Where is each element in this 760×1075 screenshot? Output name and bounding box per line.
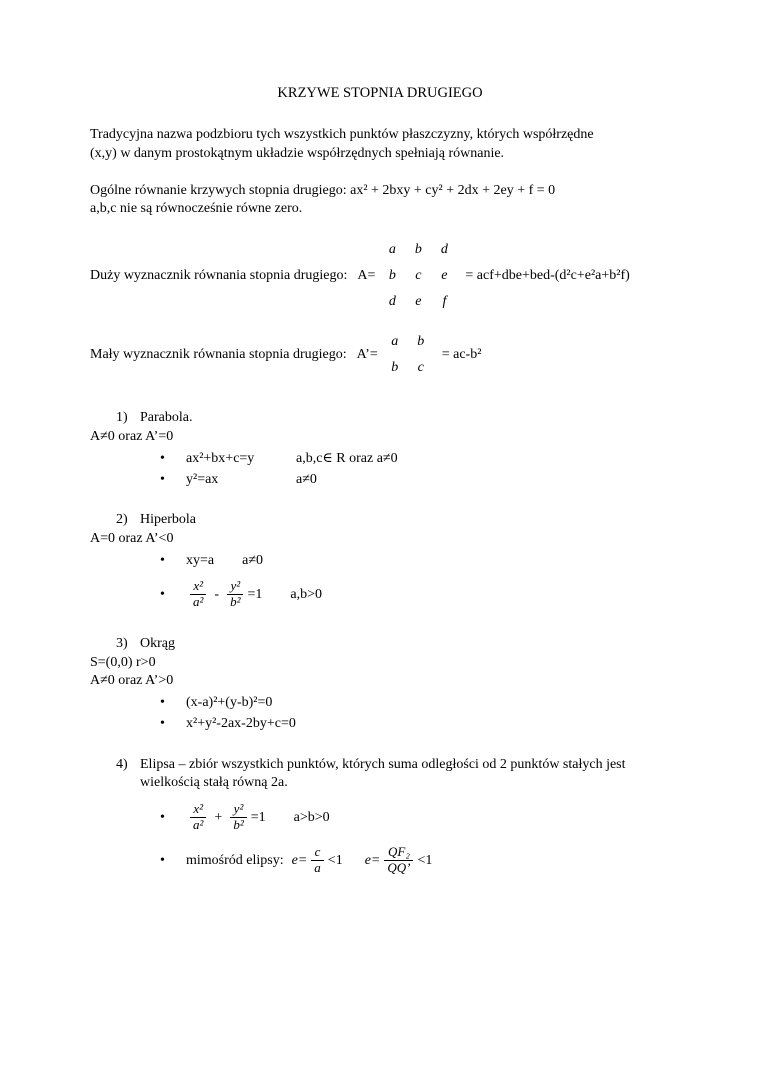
matrix-cell: a <box>388 242 396 257</box>
equation-note: a≠0 <box>242 552 264 568</box>
fraction <box>227 579 243 610</box>
big-determinant-block <box>90 237 670 315</box>
matrix-row <box>379 263 457 289</box>
eccentricity-e1: e= <box>291 852 308 868</box>
big-determinant-label: Duży wyznacznik równania stopnia drugiego: <box>90 268 348 283</box>
item-name: Okrąg <box>140 635 175 651</box>
matrix-cell: b <box>414 242 422 257</box>
list-item-elipsa <box>90 756 670 879</box>
item-heading <box>116 511 670 530</box>
matrix-row <box>379 289 457 315</box>
fraction-denominator: a² <box>190 817 206 833</box>
bullet-item <box>160 799 670 836</box>
small-determinant-label: Mały wyznacznik równania stopnia drugiego: <box>90 347 347 362</box>
equation: (x-a)²+(y-b)²=0 <box>186 695 273 711</box>
intro-line-1: Tradycyjna nazwa podzbioru tych wszystkich punktów płaszczyzny, których współrzędne <box>90 127 594 142</box>
fraction <box>384 845 413 876</box>
list-item-okrag <box>90 635 670 734</box>
fraction-numerator: y² <box>233 801 244 817</box>
item-name-line-2: wielkością stałą równą 2a. <box>140 775 288 791</box>
page-title: KRZYWE STOPNIA DRUGIEGO <box>277 85 483 101</box>
intro-paragraph <box>90 126 670 164</box>
general-equation-line-2: a,b,c nie są równocześnie równe zero. <box>90 201 303 217</box>
item-number: 1) <box>116 410 128 425</box>
fraction <box>311 845 324 876</box>
fraction-denominator: a² <box>190 594 206 610</box>
matrix-row <box>382 355 434 381</box>
general-equation-line-1: Ogólne równanie krzywych stopnia drugiego: ax² + 2bxy + cy² + 2dx + 2ey + f = 0 <box>90 182 556 198</box>
inequality: <1 <box>327 852 343 868</box>
small-determinant-symbol: A’= <box>356 347 378 362</box>
matrix-cell: a <box>391 334 399 349</box>
bullet-icon <box>160 585 186 604</box>
item-number: 2) <box>116 512 128 528</box>
item-name: Parabola. <box>140 410 193 425</box>
matrix-cell: d <box>388 294 396 309</box>
equation-note: a>b>0 <box>293 809 330 825</box>
fraction <box>230 802 246 833</box>
item-heading <box>116 635 670 654</box>
equation: xy=a <box>186 552 215 568</box>
eccentricity-e2: e= <box>364 852 381 868</box>
equation-note: a,b,c∈ R oraz a≠0 <box>296 450 398 466</box>
list-item-parabola <box>90 409 670 489</box>
small-determinant-matrix <box>382 329 434 381</box>
item-name: Hiperbola <box>140 512 196 528</box>
big-determinant-symbol: A= <box>357 268 376 283</box>
equation-equals: =1 <box>247 586 263 602</box>
item-number: 4) <box>116 756 128 772</box>
fraction-numerator: QF₂ <box>388 844 410 860</box>
eccentricity-label: mimośród elipsy: <box>186 852 284 868</box>
equation: ax²+bx+c=y <box>186 450 255 466</box>
matrix-row <box>382 329 434 355</box>
bullet-icon <box>160 693 186 712</box>
fraction-denominator: a <box>311 860 324 876</box>
matrix-cell: d <box>440 242 448 257</box>
big-determinant-matrix <box>379 237 457 315</box>
matrix-cell: b <box>391 360 399 375</box>
matrix-cell: c <box>417 360 424 375</box>
bullet-icon <box>160 851 186 870</box>
bullet-icon <box>160 470 186 489</box>
fraction <box>190 802 206 833</box>
small-determinant-result: = ac-b² <box>441 347 482 362</box>
fraction-numerator: c <box>314 844 321 860</box>
bullet-icon <box>160 714 186 733</box>
item-condition: S=(0,0) r>0 <box>90 654 156 670</box>
matrix-cell: b <box>388 268 396 283</box>
item-condition: A≠0 oraz A’>0 <box>90 673 174 689</box>
fraction-denominator: b² <box>230 817 246 833</box>
inequality: <1 <box>417 852 433 868</box>
matrix-cell: e <box>415 294 422 309</box>
big-determinant-result: = acf+dbe+bed-(d²c+e²a+b²f) <box>465 268 630 283</box>
bullet-item <box>160 551 670 570</box>
item-name <box>140 756 670 794</box>
general-equation-paragraph <box>90 182 670 220</box>
bullet-item <box>160 576 670 613</box>
item-condition: A=0 oraz A’<0 <box>90 530 174 546</box>
fraction-numerator: y² <box>230 577 241 593</box>
operator: - <box>214 586 220 602</box>
fraction-denominator: QQ’ <box>384 860 413 876</box>
matrix-cell: b <box>417 334 425 349</box>
item-condition: A≠0 oraz A’=0 <box>90 428 174 444</box>
fraction-numerator: x² <box>193 801 204 817</box>
bullet-item <box>160 449 670 468</box>
fraction-denominator: b² <box>227 594 243 610</box>
bullet-item <box>160 470 670 489</box>
bullet-item <box>160 693 670 712</box>
matrix-cell: c <box>415 268 422 283</box>
list-item-hiperbola <box>90 511 670 613</box>
equation: y²=ax <box>186 471 219 487</box>
intro-line-2: (x,y) w danym prostokątnym układzie współrzędnych spełniają równanie. <box>90 145 505 161</box>
fraction-numerator: x² <box>193 577 204 593</box>
bullet-icon <box>160 449 186 468</box>
item-heading <box>116 756 670 794</box>
bullet-item <box>160 714 670 733</box>
matrix-cell: f <box>442 294 447 309</box>
bullet-icon <box>160 551 186 570</box>
small-determinant-block <box>90 329 670 381</box>
equation-equals: =1 <box>250 809 266 825</box>
equation-note: a≠0 <box>296 471 317 487</box>
equation: x²+y²-2ax-2by+c=0 <box>186 716 296 732</box>
bullet-icon <box>160 808 186 827</box>
matrix-cell: e <box>441 268 448 283</box>
bullet-item <box>160 842 670 879</box>
fraction <box>190 579 206 610</box>
operator: + <box>214 809 223 825</box>
matrix-row <box>379 237 457 263</box>
item-number: 3) <box>116 635 128 651</box>
equation-note: a,b>0 <box>290 586 322 602</box>
item-heading <box>116 409 670 428</box>
item-name-line-1: Elipsa – zbiór wszystkich punktów, których suma odległości od 2 punktów stałych jest <box>140 756 626 772</box>
